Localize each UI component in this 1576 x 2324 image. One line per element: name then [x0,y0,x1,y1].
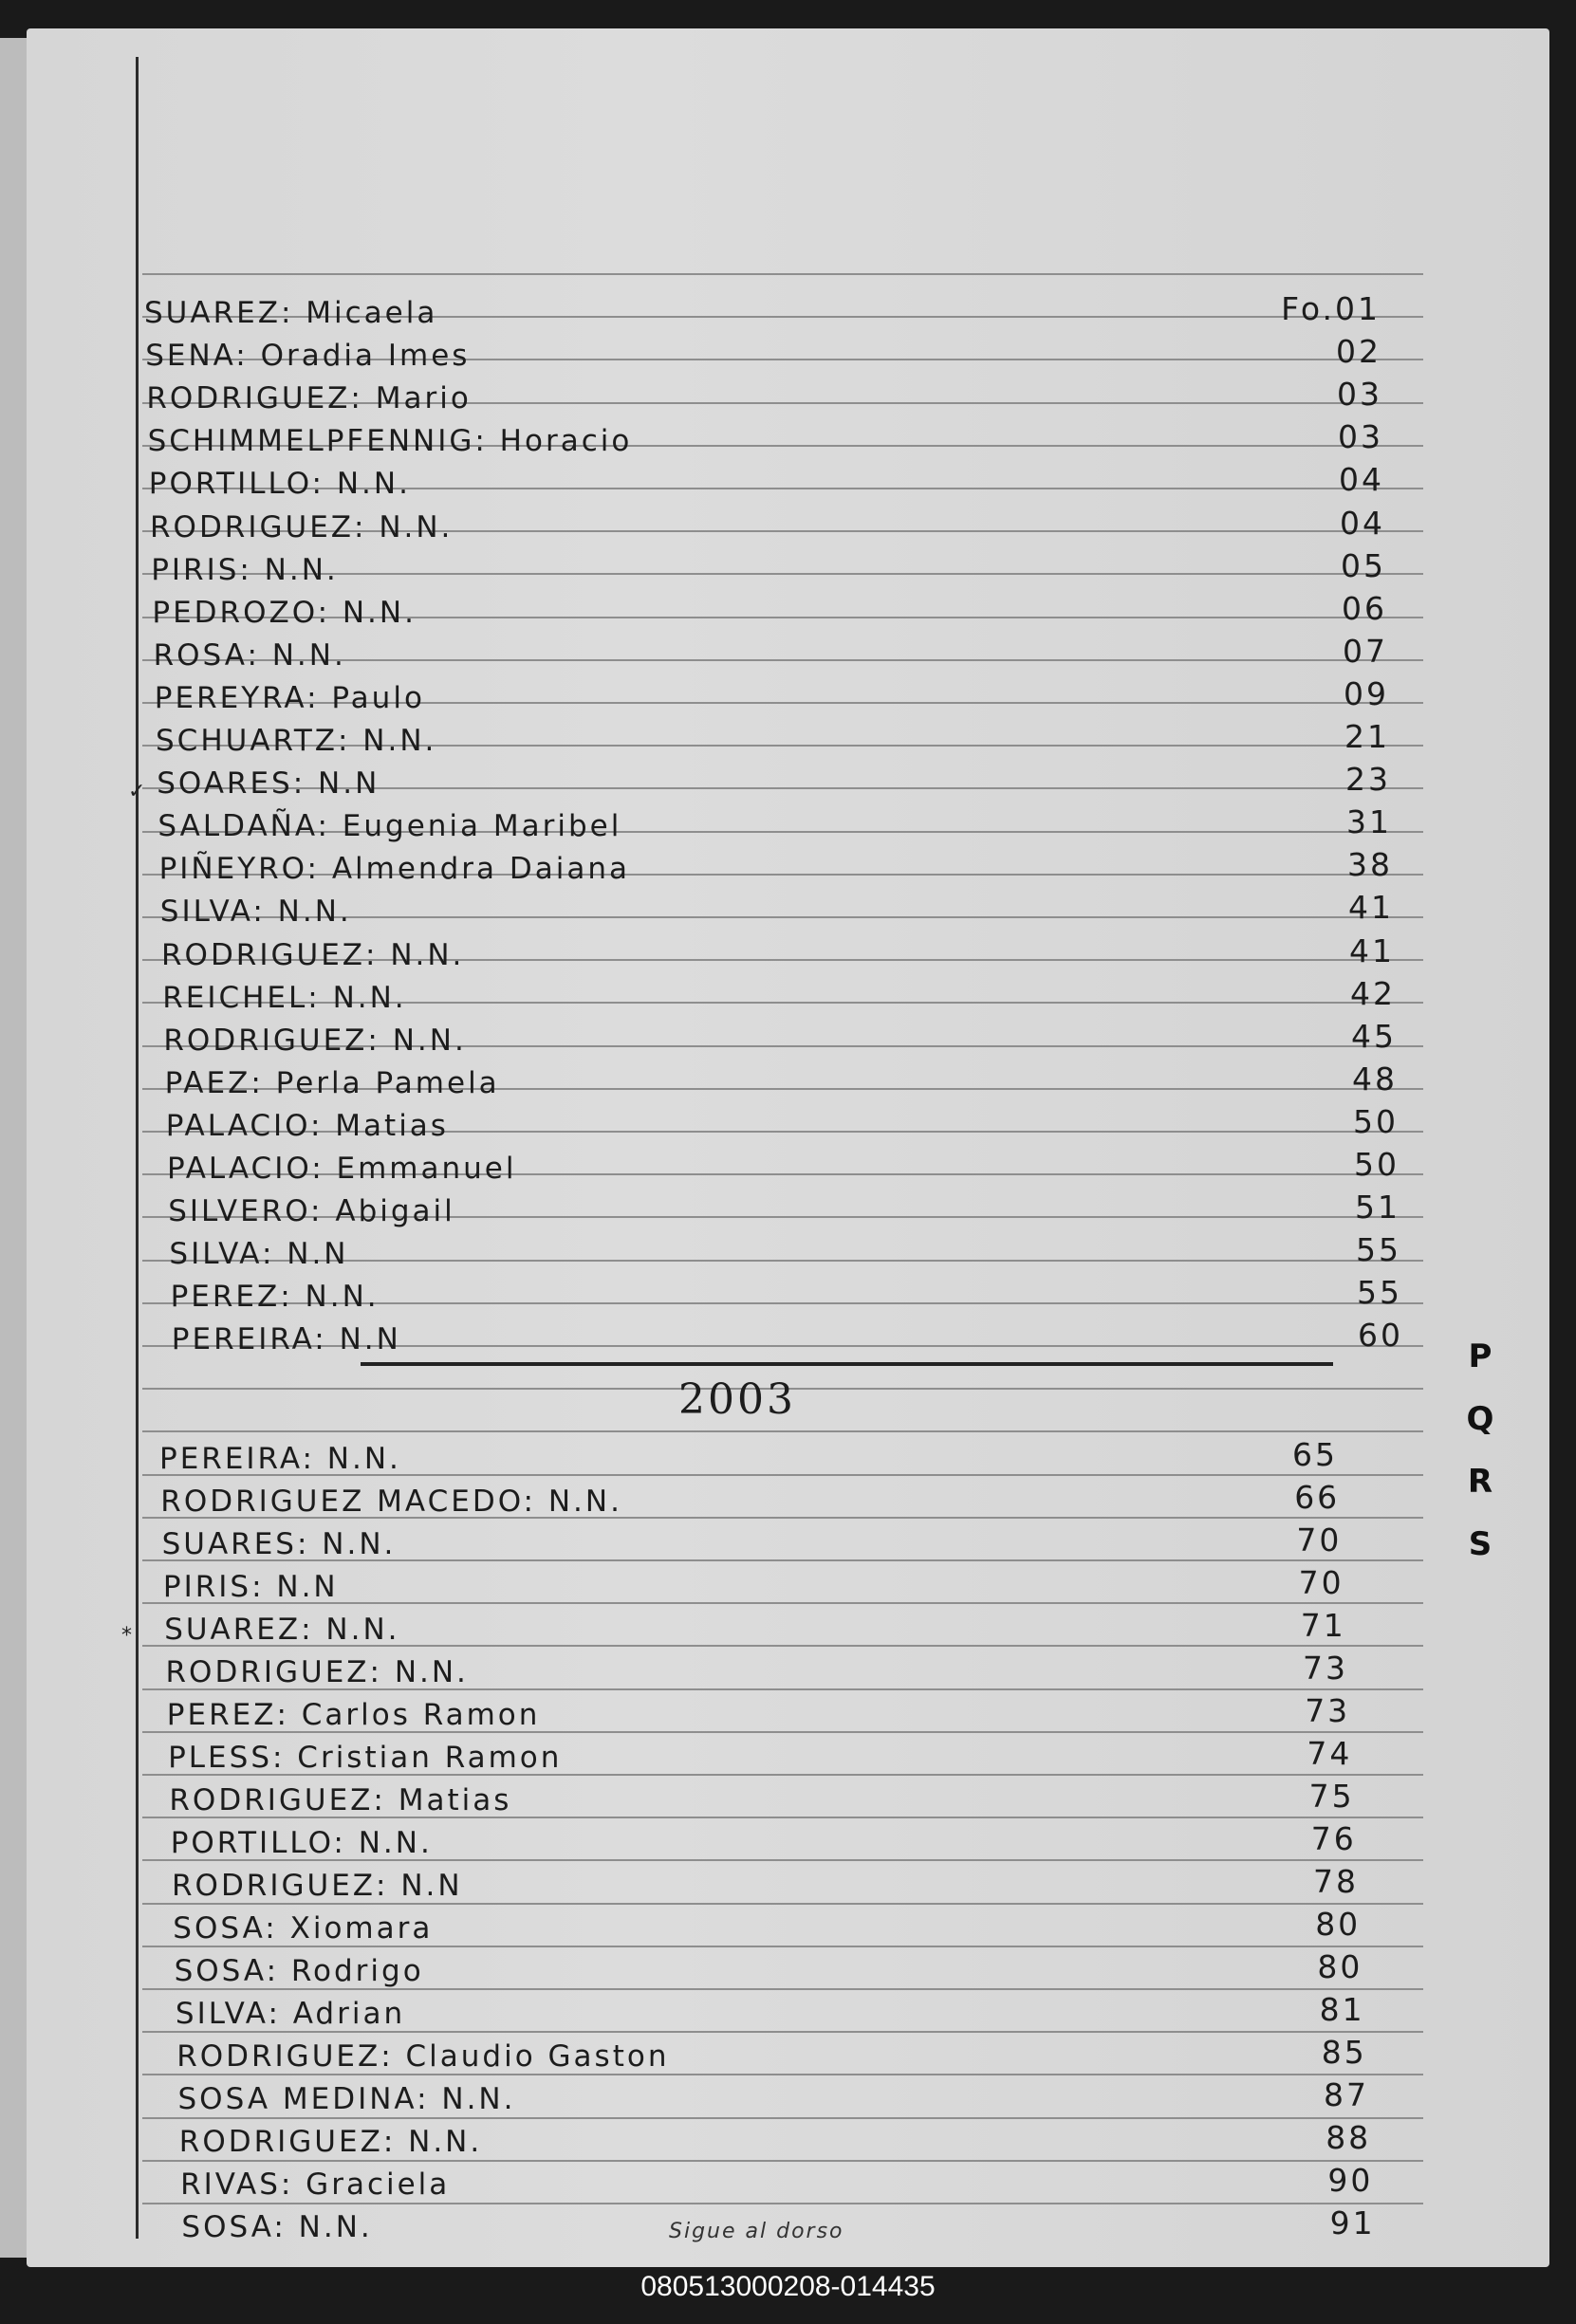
entry-folio: 38 [1347,846,1393,884]
entry-name: RODRIGUEZ: Claudio Gaston [176,2039,670,2074]
entry-name: SILVA: Adrian [175,1997,406,2031]
entry-folio: 55 [1356,1231,1401,1269]
index-tab-q[interactable]: Q [1466,1400,1494,1438]
entry-name: RODRIGUEZ: N.N. [163,1023,467,1058]
entry-folio: 85 [1321,2034,1367,2071]
index-tab-r[interactable]: R [1467,1463,1493,1501]
entry-name: REICHEL: N.N. [162,980,407,1015]
entry-folio: 60 [1358,1317,1403,1355]
entry-name: SOARES: N.N [157,766,380,802]
entry-name: RODRIGUEZ: N.N. [150,509,454,544]
entry-folio: Fo.01 [1281,290,1381,327]
document-id: 080513000208-014435 [640,2271,936,2302]
entry-name: SUARES: N.N. [161,1527,397,1561]
entry-folio: 80 [1317,1948,1363,1985]
entry-folio: 03 [1338,418,1383,456]
year-separator-line [361,1362,1333,1366]
entry-name: SILVA: N.N. [159,895,352,930]
entry-name: PIRIS: N.N [162,1570,339,1604]
entry-folio: 51 [1355,1189,1400,1227]
entry-name: PEREZ: Carlos Ramon [166,1698,541,1732]
entry-name: SOSA: Rodrigo [174,1954,424,1988]
entry-folio: 06 [1342,589,1387,627]
entry-folio: 76 [1310,1820,1357,1857]
entry-name: RIVAS: Graciela [180,2167,451,2202]
entry-folio: 50 [1354,1146,1400,1183]
entry-folio: 65 [1292,1436,1338,1473]
margin-tick-mark: ✓ [128,780,146,803]
entry-folio: 71 [1300,1607,1346,1644]
entry-name: PAEZ: Perla Pamela [164,1065,500,1100]
entry-name: SILVERO: Abigail [168,1194,455,1229]
entry-name: SILVA: N.N [169,1237,349,1272]
entry-folio: 87 [1324,2076,1369,2113]
entry-name: PEREZ: N.N. [170,1280,380,1315]
entry-folio: 80 [1315,1906,1362,1943]
entry-name: RODRIGUEZ: N.N. [161,937,465,972]
entry-folio: 78 [1313,1863,1359,1900]
entry-name: PALACIO: Matias [165,1108,449,1143]
entry-name: PIÑEYRO: Almendra Daiana [158,852,630,887]
entry-name: SOSA MEDINA: N.N. [177,2082,516,2116]
entry-name: SOSA: N.N. [181,2210,373,2244]
entry-folio: 03 [1337,376,1382,414]
entry-folio: 02 [1336,333,1381,371]
index-tab-p[interactable]: P [1468,1337,1493,1375]
entry-folio: 88 [1326,2119,1372,2156]
entry-name: PLESS: Cristian Ramon [168,1741,563,1775]
entry-folio: 55 [1357,1274,1402,1312]
entry-folio: 66 [1294,1479,1341,1516]
entry-name: PEREIRA: N.N. [159,1442,401,1476]
entry-folio: 42 [1350,974,1396,1012]
entry-folio: 81 [1319,1991,1365,2028]
entry-folio: 73 [1305,1692,1351,1729]
entry-folio: 41 [1349,931,1395,969]
entry-name: RODRIGUEZ: N.N [172,1869,463,1903]
entry-name: SCHIMMELPFENNIG: Horacio [147,424,633,459]
entry-folio: 70 [1296,1522,1343,1559]
entry-folio: 90 [1327,2162,1374,2199]
entry-name: SCHUARTZ: N.N. [156,724,437,758]
entry-folio: 41 [1348,889,1394,927]
entry-name: PEDROZO: N.N. [152,595,417,630]
entry-folio: 31 [1346,803,1392,841]
entry-name: ROSA: N.N. [153,637,346,673]
entry-folio: 07 [1343,632,1388,670]
entry-name: RODRIGUEZ: N.N. [178,2125,483,2159]
entry-name: SALDAÑA: Eugenia Maribel [158,809,622,844]
entry-folio: 04 [1340,504,1385,542]
entry-name: PEREYRA: Paulo [154,680,425,715]
entry-name: PORTILLO: N.N. [148,467,411,502]
entry-name: RODRIGUEZ: Mario [146,381,472,416]
year-heading: 2003 [678,1375,796,1424]
entry-name: PORTILLO: N.N. [170,1826,433,1860]
entry-name: RODRIGUEZ: Matias [169,1783,512,1817]
entry-name: SUAREZ: N.N. [164,1613,400,1647]
entry-name: PALACIO: Emmanuel [167,1152,517,1186]
entry-folio: 04 [1339,461,1384,499]
entry-folio: 09 [1344,674,1389,712]
entry-folio: 21 [1344,718,1390,755]
entry-name: PIRIS: N.N. [151,552,339,587]
entry-folio: 45 [1351,1017,1397,1055]
entry-name: RODRIGUEZ: N.N. [165,1655,469,1689]
entry-folio: 73 [1303,1650,1348,1687]
list-item [0,1317,1576,1366]
entry-folio: 74 [1307,1735,1353,1772]
entry-folio: 48 [1352,1060,1398,1097]
entry-name: SOSA: Xiomara [173,1911,434,1946]
entry-folio: 23 [1345,761,1391,799]
footer-note: Sigue al dorso [669,2220,844,2243]
entry-name: SENA: Oradia Imes [145,339,471,374]
entry-name: RODRIGUEZ MACEDO: N.N. [160,1485,622,1519]
entry-folio: 75 [1308,1778,1355,1815]
entry-name: SUAREZ: Micaela [144,296,438,330]
entry-folio: 50 [1353,1102,1399,1140]
margin-star-mark: * [121,1624,132,1648]
index-tab-s[interactable]: S [1468,1525,1493,1563]
entry-folio: 91 [1329,2204,1376,2241]
entry-name: PEREIRA: N.N [171,1322,401,1357]
ruled-line [142,1430,1423,1432]
entry-folio: 70 [1298,1564,1344,1601]
entry-folio: 05 [1341,546,1386,584]
ruled-line [142,273,1423,275]
index-tabs [1461,1337,1499,1588]
